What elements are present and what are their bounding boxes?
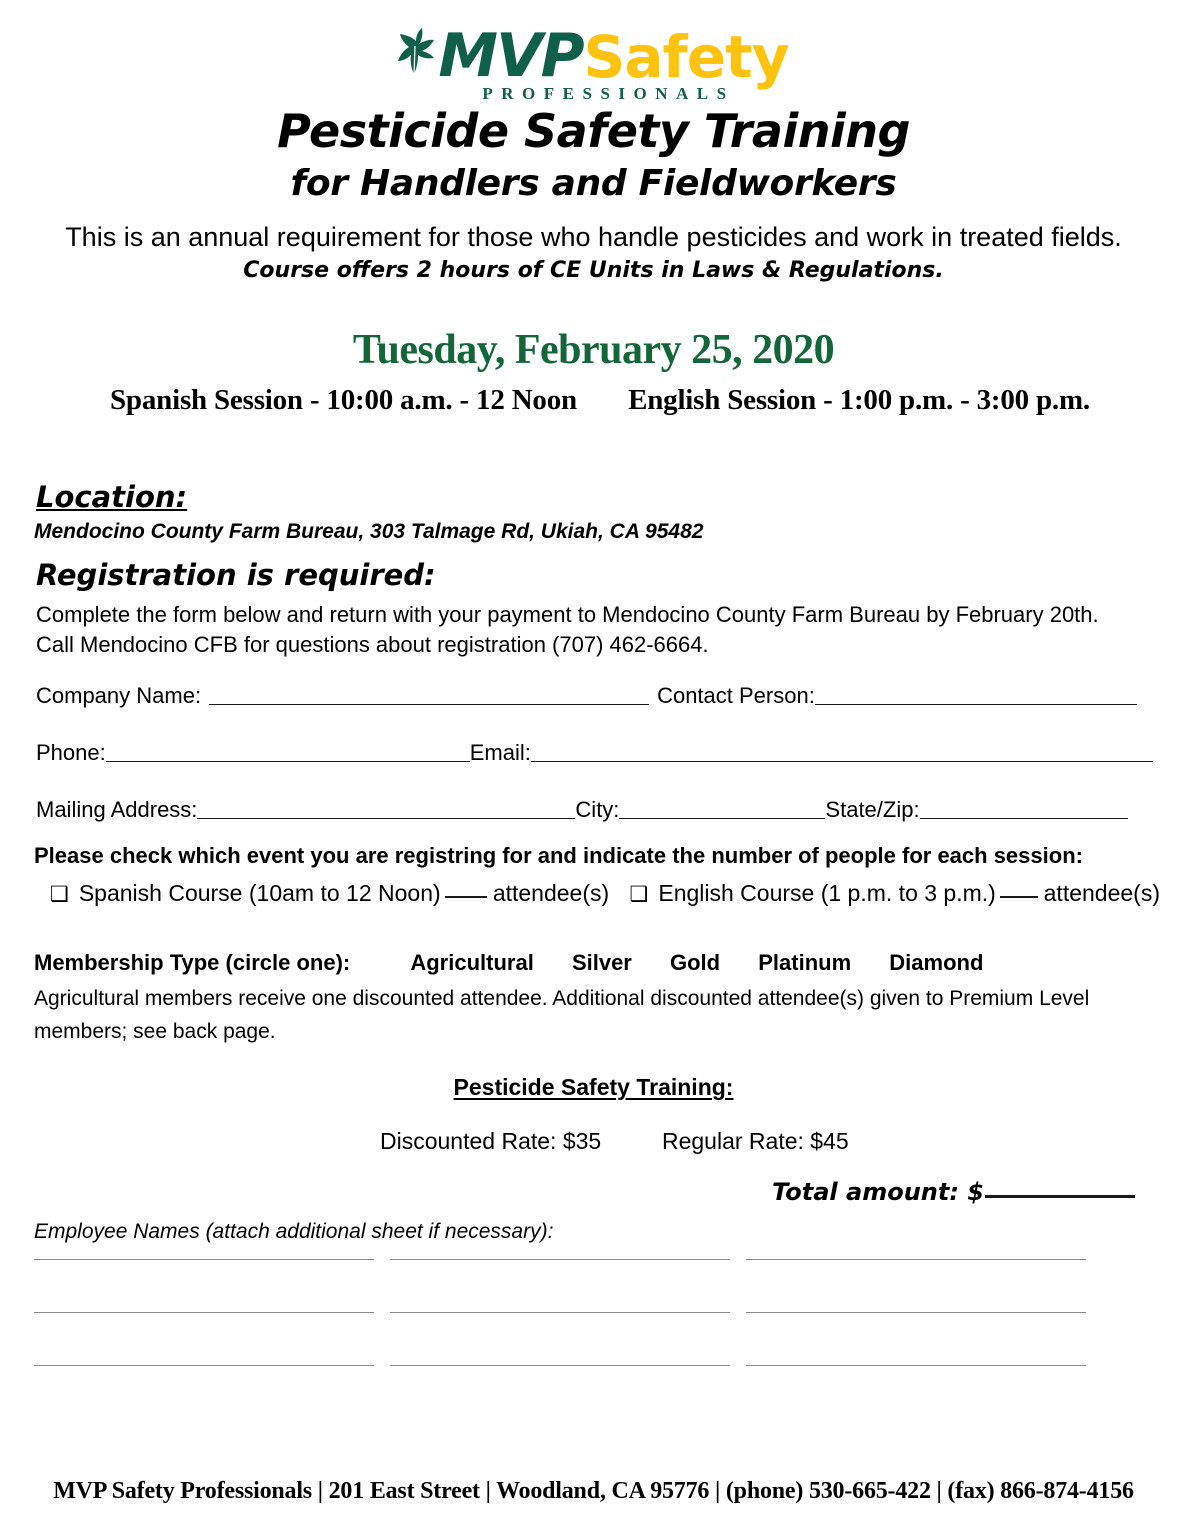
- page-footer: MVP Safety Professionals | 201 East Street | Woodland, CA 95776 | (phone) 530-665-422 | (fax) 866-874-4156: [53, 1478, 1134, 1504]
- city-label: City:: [575, 797, 620, 822]
- registration-heading: Registration is required:: [36, 558, 436, 592]
- employee-name-input[interactable]: [390, 1311, 730, 1313]
- session-times: [110, 384, 1090, 417]
- form-row-phone-email: [36, 740, 1154, 766]
- spanish-course-checkbox[interactable]: ❑: [50, 882, 69, 906]
- spanish-attendees-suffix: attendee(s): [492, 880, 610, 906]
- intro-line-1: This is an annual requirement for those who handle pesticides and work in treated fields.: [65, 222, 1122, 252]
- pricing-heading: [0, 1074, 1187, 1101]
- logo-mvp-text: MVP: [438, 20, 583, 91]
- employee-name-input[interactable]: [34, 1364, 374, 1366]
- membership-option-agricultural[interactable]: Agricultural: [410, 950, 534, 975]
- company-name-label: Company Name:: [36, 683, 202, 708]
- employee-names-row: [34, 1364, 1086, 1366]
- membership-option-silver[interactable]: Silver: [571, 950, 632, 975]
- employee-names-grid: [34, 1258, 1086, 1417]
- membership-option-platinum[interactable]: Platinum: [758, 950, 852, 975]
- city-input[interactable]: [619, 817, 825, 819]
- pricing-heading-text: Pesticide Safety Training:: [453, 1074, 734, 1100]
- spanish-course-label: Spanish Course (10am to 12 Noon): [78, 880, 441, 906]
- logo-professionals-text: PROFESSIONALS: [482, 84, 735, 103]
- session-check-row: [50, 880, 1160, 907]
- employee-names-row: [34, 1258, 1086, 1260]
- pricing-rates: [380, 1128, 849, 1155]
- employee-name-input[interactable]: [746, 1258, 1086, 1260]
- state-zip-label: State/Zip:: [825, 797, 920, 822]
- employee-names-heading: Employee Names (attach additional sheet if necessary):: [34, 1220, 554, 1243]
- english-attendees-suffix: attendee(s): [1043, 880, 1160, 906]
- total-amount-row: [772, 1178, 1135, 1206]
- company-name-input[interactable]: [209, 703, 649, 705]
- page-title: Pesticide Safety Training: [277, 104, 910, 158]
- phone-label: Phone:: [36, 740, 106, 765]
- spanish-attendees-input[interactable]: [445, 896, 487, 898]
- employee-name-input[interactable]: [746, 1364, 1086, 1366]
- mailing-address-label: Mailing Address:: [36, 797, 198, 822]
- membership-row: [34, 950, 983, 976]
- logo-wordmark-row: [398, 16, 789, 91]
- employee-names-row: [34, 1311, 1086, 1313]
- logo-inner: [398, 16, 788, 108]
- english-attendees-input[interactable]: [1000, 896, 1038, 898]
- membership-option-gold[interactable]: Gold: [670, 950, 721, 975]
- english-course-checkbox[interactable]: ❑: [629, 882, 649, 906]
- discounted-rate: Discounted Rate: $35: [380, 1128, 602, 1154]
- phone-input[interactable]: [106, 760, 470, 762]
- regular-rate: Regular Rate: $45: [661, 1128, 849, 1154]
- email-label: Email:: [469, 740, 531, 765]
- mailing-address-input[interactable]: [197, 817, 575, 819]
- membership-options: [410, 950, 983, 976]
- membership-label: Membership Type (circle one):: [34, 950, 351, 975]
- form-row-address-city-zip: [36, 797, 1154, 823]
- employee-name-input[interactable]: [34, 1311, 374, 1313]
- english-session-time: English Session - 1:00 p.m. - 3:00 p.m.: [628, 384, 1090, 416]
- employee-name-input[interactable]: [746, 1311, 1086, 1313]
- intro-line-2: Course offers 2 hours of CE Units in Laws & Regulations.: [243, 258, 944, 283]
- membership-note: Agricultural members receive one discounted attendee. Additional discounted attendee(s) given to Premium Level members; see back page.: [34, 987, 1090, 1043]
- employee-name-input[interactable]: [390, 1364, 730, 1366]
- form-row-company-contact: [36, 683, 1154, 709]
- english-course-label: English Course (1 p.m. to 3 p.m.): [658, 880, 996, 906]
- spanish-session-time: Spanish Session - 10:00 a.m. - 12 Noon: [110, 384, 577, 416]
- registration-body: Complete the form below and return with your payment to Mendocino County Farm Bureau by February 20th. Call Mendocino CFB for questions about registration (707) 462-6664.: [36, 602, 1099, 657]
- session-check-instruction: Please check which event you are registring for and indicate the number of people for each session:: [34, 843, 1083, 868]
- company-logo: [0, 16, 1187, 108]
- event-date: Tuesday, February 25, 2020: [352, 327, 835, 373]
- email-input[interactable]: [531, 760, 1153, 762]
- contact-person-label: Contact Person:: [657, 683, 815, 708]
- page-subtitle: for Handlers and Fieldworkers: [290, 163, 897, 204]
- logo-safety-text: Safety: [583, 22, 789, 91]
- state-zip-input[interactable]: [920, 817, 1128, 819]
- location-heading: Location:: [36, 480, 188, 514]
- membership-option-diamond[interactable]: Diamond: [889, 950, 984, 975]
- total-amount-label: Total amount: $: [772, 1178, 985, 1206]
- employee-name-input[interactable]: [34, 1258, 374, 1260]
- total-amount-input[interactable]: [985, 1195, 1135, 1198]
- employee-name-input[interactable]: [390, 1258, 730, 1260]
- contact-person-input[interactable]: [815, 703, 1137, 705]
- location-address: Mendocino County Farm Bureau, 303 Talmage Rd, Ukiah, CA 95482: [34, 520, 704, 543]
